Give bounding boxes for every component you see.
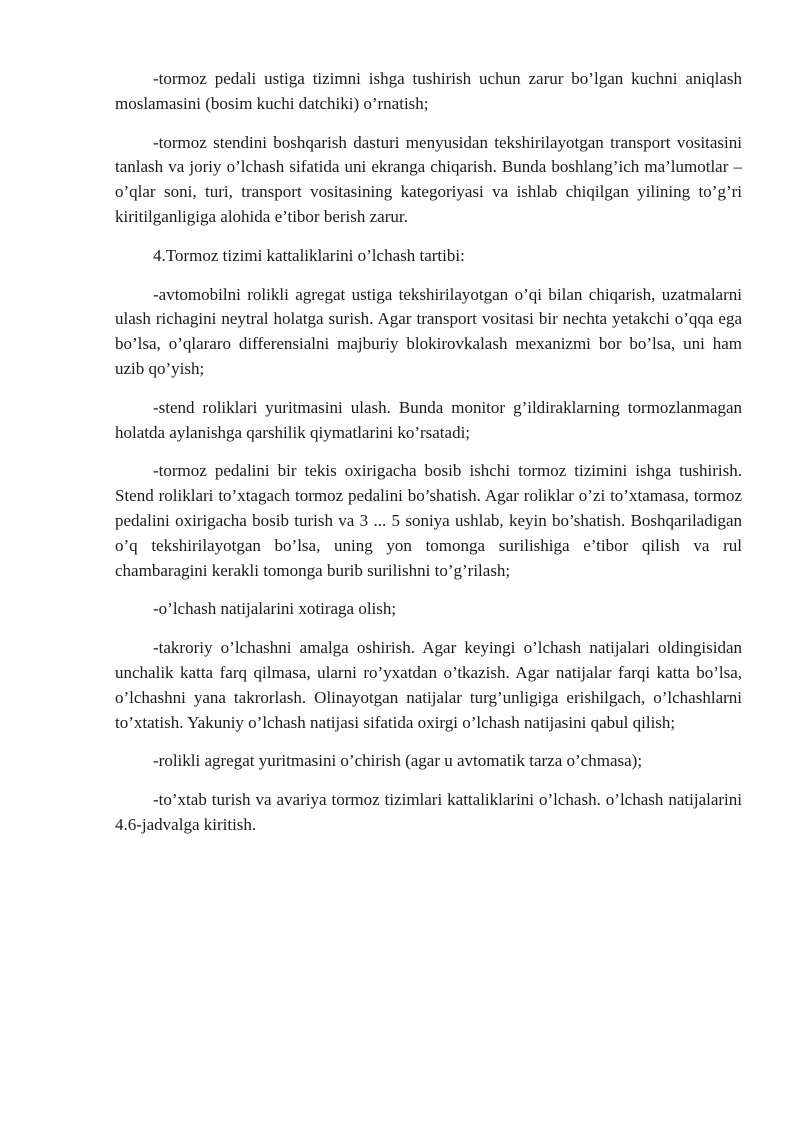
paragraph-parking-emergency: -to’xtab turish va avariya tormoz tizimlari kattaliklarini o’lchash. o’lchash natijalarini 4.6-jadvalga kiritish. (115, 790, 742, 834)
paragraph-pressure-sensor: -tormoz pedali ustiga tizimni ishga tushirish uchun zarur bo’lgan kuchni aniqlash moslamasini (bosim kuchi datchiki) o’rnatish; (115, 69, 742, 113)
paragraph-stand-program: -tormoz stendini boshqarish dasturi menyusidan tekshirilayotgan transport vositasini tanlash va joriy o’lchash sifatida uni ekranga chiqarish. Bunda boshlang’ich ma’lumotlar – o’qlar soni, turi, transport vositasining kategoriyasi va ishlab chiqilgan yilining to’g’ri kiritilganligiga alohida e’tibor berish zarur. (115, 132, 742, 226)
paragraph-roller-drive: -stend roliklari yuritmasini ulash. Bunda monitor g’ildiraklarning tormozlanmagan holatda aylanishga qarshilik qiymatlarini ko’rsatadi; (115, 397, 742, 442)
paragraph-brake-pedal: -tormoz pedalini bir tekis oxirigacha bosib ishchi tormoz tizimini ishga tushirish. Stend roliklari to’xtagach tormoz pedalini bo’shatish. Agar roliklar o’zi to’xtamasa, tormoz pedalini oxirigacha bosib turish va 3 ... 5 soniya ushlab, keyin bo’shatish. Boshqariladigan o’q tekshirilayotgan bo’lsa, uning yon tomonga surilishiga e’tibor qilish va rul chambaragini kerakli tomonga burib surilishni to’g’rilash; (115, 461, 742, 580)
paragraph-drive-off: -rolikli agregat yuritmasini o’chirish (agar u avtomatik tarza o’chmasa); (153, 751, 643, 771)
paragraph-repeat-measurement: -takroriy o’lchashni amalga oshirish. Agar keyingi o’lchash natijalari oldingisidan unchalik katta farq qilmasa, ularni ro’yxatdan o’tkazish. Agar natijalar farqi katta bo’lsa, o’lchashni yana takrorlash. Olinayotgan natijalar turg’unligiga erishilgach, o’lchashlarni to’xtatish. Yakuniy o’lchash natijasi sifatida oxirgi o’lchash natijasini qabul qilish; (115, 638, 742, 732)
paragraph-roller-unit: -avtomobilni rolikli agregat ustiga tekshirilayotgan o’qi bilan chiqarish, uzatmalarni ulash richagini neytral holatga surish. Agar transport vositasi bir nechta yetakchi o’qqa ega bo’lsa, o’qlararo differensialni majburiy blokirovkalash mexanizmi bor bo’lsa, uni ham uzib qo’yish; (115, 284, 742, 378)
paragraph-save-results: -o’lchash natijalarini xotiraga olish; (153, 599, 397, 619)
document-page (115, 67, 742, 838)
section-heading: 4.Tormoz tizimi kattaliklarini o’lchash tartibi: (153, 245, 465, 265)
